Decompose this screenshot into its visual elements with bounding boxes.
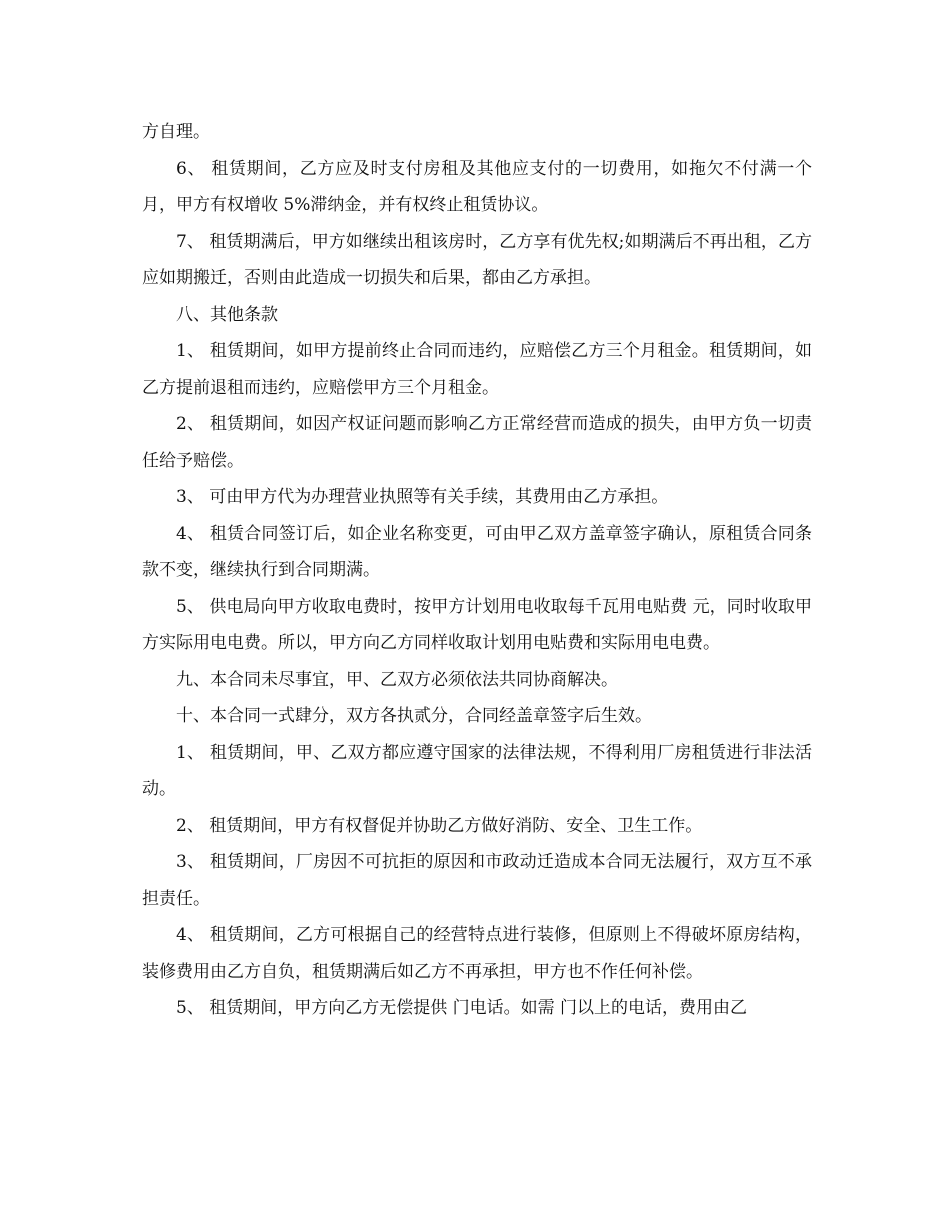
paragraph: 3、 可由甲方代为办理营业执照等有关手续，其费用由乙方承担。 — [176, 487, 669, 507]
paragraph: 4、 租赁合同签订后，如企业名称变更，可由甲乙双方盖章签字确认，原租赁合同条款不变，继续执行到合同期满。 — [142, 523, 812, 580]
paragraph: 4、 租赁期间，乙方可根据自己的经营特点进行装修，但原则上不得破坏原房结构，装修费用由乙方自负，租赁期满后如乙方不再承担，甲方也不作任何补偿。 — [142, 925, 812, 982]
paragraph: 5、 租赁期间，甲方向乙方无偿提供 门电话。如需 门以上的电话，费用由乙 — [176, 998, 748, 1018]
paragraph: 1、 租赁期间，甲、乙双方都应遵守国家的法律法规，不得利用厂房租赁进行非法活动。 — [142, 742, 812, 799]
contract-body — [142, 114, 812, 1027]
section-heading: 十、本合同一式肆分，双方各执贰分，合同经盖章签字后生效。 — [176, 706, 652, 726]
section-heading: 八、其他条款 — [176, 304, 278, 325]
paragraph: 1、 租赁期间，如甲方提前终止合同而违约，应赔偿乙方三个月租金。租赁期间，如乙方提前退租而违约，应赔偿甲方三个月租金。 — [142, 341, 812, 398]
paragraph: 2、 租赁期间，如因产权证问题而影响乙方正常经营而造成的损失，由甲方负一切责任给予赔偿。 — [142, 414, 812, 471]
paragraph: 5、 供电局向甲方收取电费时，按甲方计划用电收取每千瓦用电贴费 元，同时收取甲方实际用电电费。所以，甲方向乙方同样收取计划用电贴费和实际用电电费。 — [142, 596, 812, 653]
paragraph: 3、 租赁期间，厂房因不可抗拒的原因和市政动迁造成本合同无法履行，双方互不承担责任。 — [142, 852, 812, 909]
paragraph: 方自理。 — [142, 122, 210, 142]
paragraph: 6、 租赁期间，乙方应及时支付房租及其他应支付的一切费用，如拖欠不付满一个月，甲方有权增收 5%滞纳金，并有权终止租赁协议。 — [142, 158, 812, 215]
paragraph: 7、 租赁期满后，甲方如继续出租该房时，乙方享有优先权;如期满后不再出租，乙方应如期搬迁，否则由此造成一切损失和后果，都由乙方承担。 — [142, 231, 812, 288]
section-heading: 九、本合同未尽事宜，甲、乙双方必须依法共同协商解决。 — [176, 669, 618, 690]
paragraph: 2、 租赁期间，甲方有权督促并协助乙方做好消防、安全、卫生工作。 — [176, 815, 703, 836]
